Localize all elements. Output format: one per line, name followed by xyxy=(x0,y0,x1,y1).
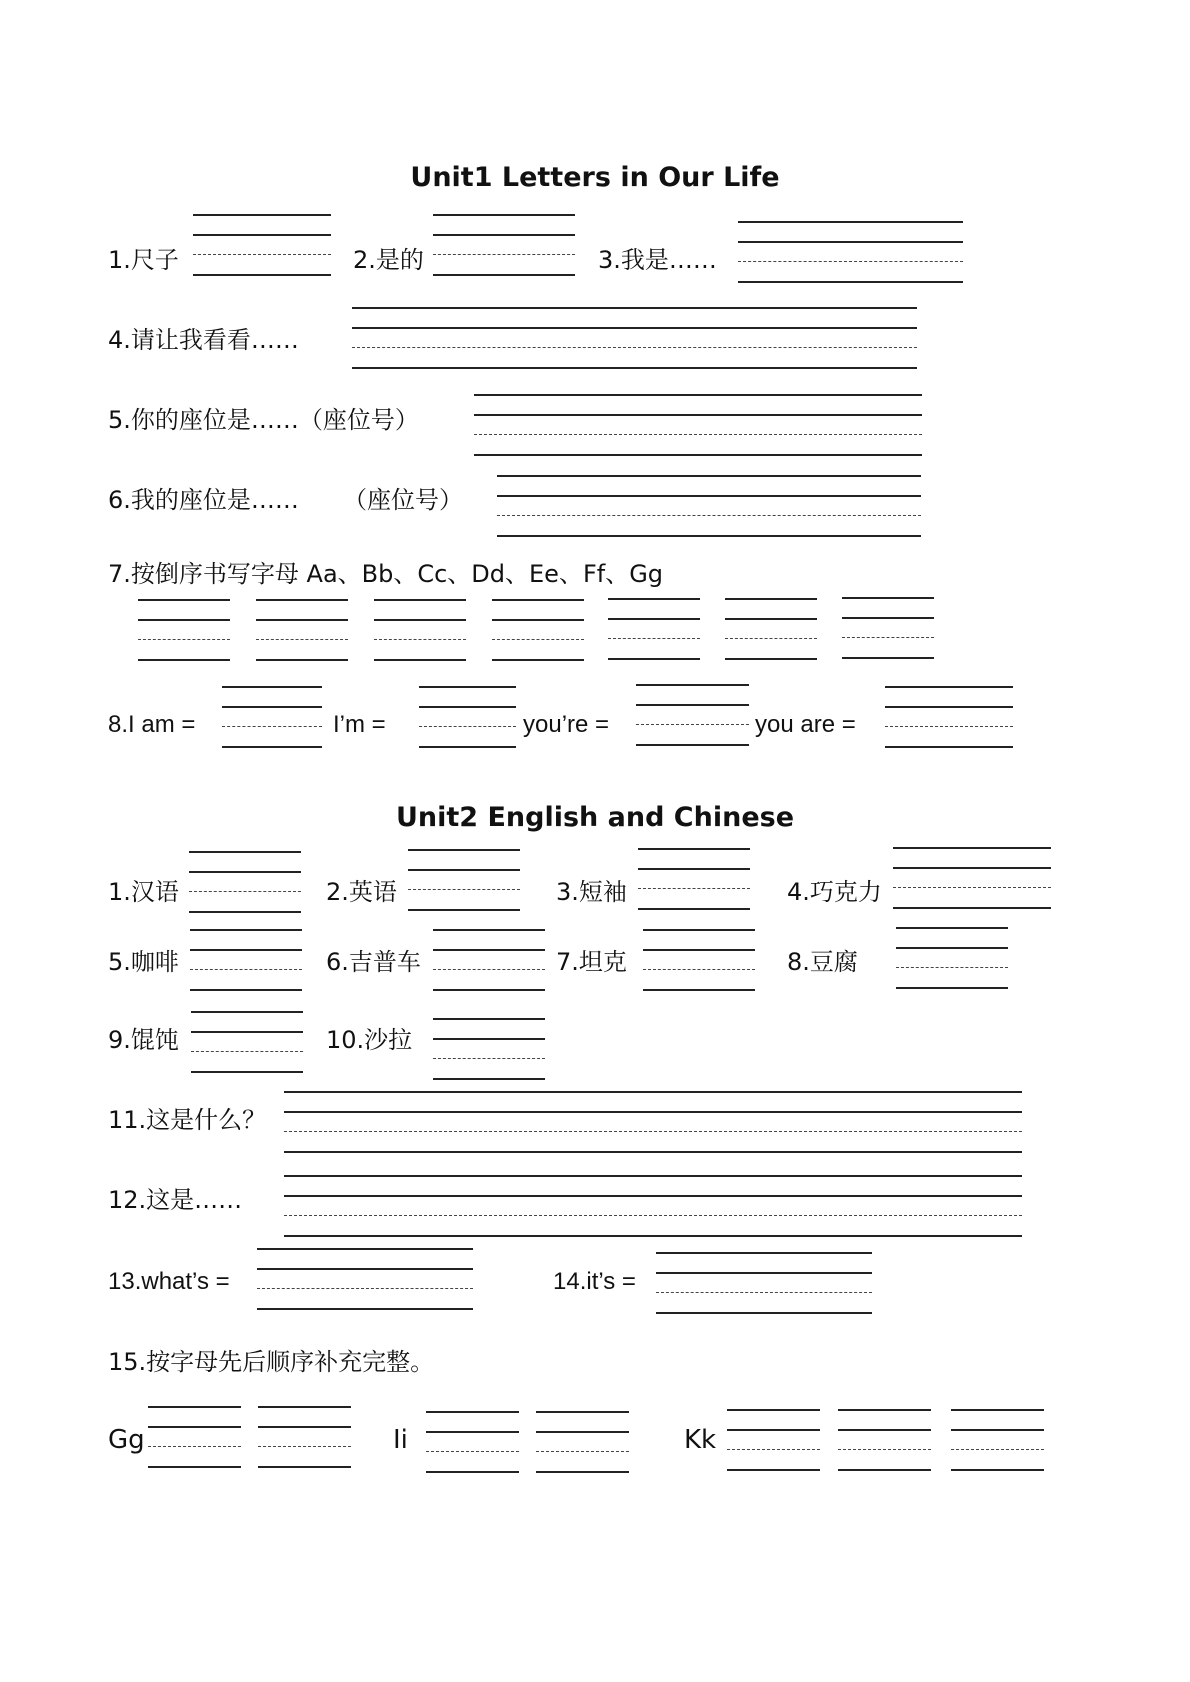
u1-q7-box-7[interactable] xyxy=(842,597,934,659)
u1-q7-box-4[interactable] xyxy=(492,599,584,661)
u2-q15-label: 15.按字母先后顺序补充完整。 xyxy=(108,1348,435,1376)
u2-q2-label: 2.英语 xyxy=(326,878,397,906)
u2-q12-label: 12.这是…… xyxy=(108,1186,243,1214)
u2-q15-kk-box-2[interactable] xyxy=(838,1409,931,1471)
u1-q2-writing-lines[interactable] xyxy=(433,214,575,276)
u2-q5-writing-lines[interactable] xyxy=(190,929,302,991)
u2-q1-writing-lines[interactable] xyxy=(189,851,301,913)
u1-q7-box-3[interactable] xyxy=(374,599,466,661)
u1-q8-label: 8.I am = xyxy=(108,711,196,738)
u1-q8-youare-label: you are = xyxy=(755,711,856,738)
u2-q11-label: 11.这是什么？ xyxy=(108,1106,267,1134)
u2-q15-ii-box-1[interactable] xyxy=(426,1411,519,1473)
u2-q10-label: 10.沙拉 xyxy=(326,1026,413,1054)
u2-q5-label: 5.咖啡 xyxy=(108,948,179,976)
u1-q7-box-5[interactable] xyxy=(608,598,700,660)
u2-q15-letter-gg: Gg xyxy=(108,1425,145,1455)
u1-q6-seat-hint: （座位号） xyxy=(343,486,463,514)
u2-q15-ii-box-2[interactable] xyxy=(536,1411,629,1473)
u2-q7-label: 7.坦克 xyxy=(556,948,627,976)
u2-q15-kk-box-3[interactable] xyxy=(951,1409,1044,1471)
u2-q9-label: 9.馄饨 xyxy=(108,1026,179,1054)
u2-q2-writing-lines[interactable] xyxy=(408,849,520,911)
u2-q15-gg-box-1[interactable] xyxy=(148,1406,241,1468)
u2-q12-writing-lines[interactable] xyxy=(284,1175,1022,1237)
u2-q4-writing-lines[interactable] xyxy=(893,847,1051,909)
u2-q8-writing-lines[interactable] xyxy=(896,927,1008,989)
u2-q1-label: 1.汉语 xyxy=(108,878,179,906)
u2-q3-writing-lines[interactable] xyxy=(638,848,750,910)
u2-q11-writing-lines[interactable] xyxy=(284,1091,1022,1153)
u1-q5-writing-lines[interactable] xyxy=(474,394,922,456)
u1-q4-writing-lines[interactable] xyxy=(352,307,917,369)
u1-q4-label: 4.请让我看看…… xyxy=(108,326,299,354)
u2-q15-kk-box-1[interactable] xyxy=(727,1409,820,1471)
u1-q1-writing-lines[interactable] xyxy=(193,214,331,276)
u1-q8-im-label: I’m = xyxy=(333,711,386,738)
u2-q9-writing-lines[interactable] xyxy=(191,1011,303,1073)
u2-q8-label: 8.豆腐 xyxy=(787,948,858,976)
u2-q15-gg-box-2[interactable] xyxy=(258,1406,351,1468)
u1-q5-label: 5.你的座位是……（座位号） xyxy=(108,406,419,434)
u1-q6-writing-lines[interactable] xyxy=(497,475,921,537)
u2-q10-writing-lines[interactable] xyxy=(433,1018,545,1080)
u1-q8-box-1[interactable] xyxy=(222,686,322,748)
u1-q7-box-1[interactable] xyxy=(138,599,230,661)
u1-q8-box-3[interactable] xyxy=(636,684,749,746)
u1-q3-writing-lines[interactable] xyxy=(738,221,963,283)
u1-q8-box-4[interactable] xyxy=(885,686,1013,748)
unit2-title: Unit2 English and Chinese xyxy=(395,802,795,833)
u1-q8-box-2[interactable] xyxy=(419,686,516,748)
unit1-title: Unit1 Letters in Our Life xyxy=(410,162,780,193)
u1-q7-label: 7.按倒序书写字母 Aa、Bb、Cc、Dd、Ee、Ff、Gg xyxy=(108,560,664,588)
u2-q7-writing-lines[interactable] xyxy=(643,929,755,991)
u2-q13-writing-lines[interactable] xyxy=(257,1248,473,1310)
u1-q8-youre-label: you’re = xyxy=(523,711,610,738)
u1-q2-label: 2.是的 xyxy=(353,246,424,274)
u1-q1-label: 1.尺子 xyxy=(108,246,179,274)
u2-q14-label: 14.it’s = xyxy=(553,1268,636,1295)
u1-q3-label: 3.我是…… xyxy=(598,246,717,274)
u2-q3-label: 3.短袖 xyxy=(556,878,627,906)
u2-q13-label: 13.what’s = xyxy=(108,1268,230,1295)
u1-q7-box-6[interactable] xyxy=(725,598,817,660)
u1-q7-box-2[interactable] xyxy=(256,599,348,661)
u2-q15-letter-kk: Kk xyxy=(684,1425,717,1455)
u2-q4-label: 4.巧克力 xyxy=(787,878,882,906)
u2-q6-label: 6.吉普车 xyxy=(326,948,421,976)
u1-q6-label: 6.我的座位是…… xyxy=(108,486,299,514)
u2-q15-letter-ii: Ii xyxy=(393,1425,408,1455)
u2-q6-writing-lines[interactable] xyxy=(433,929,545,991)
u2-q14-writing-lines[interactable] xyxy=(656,1252,872,1314)
